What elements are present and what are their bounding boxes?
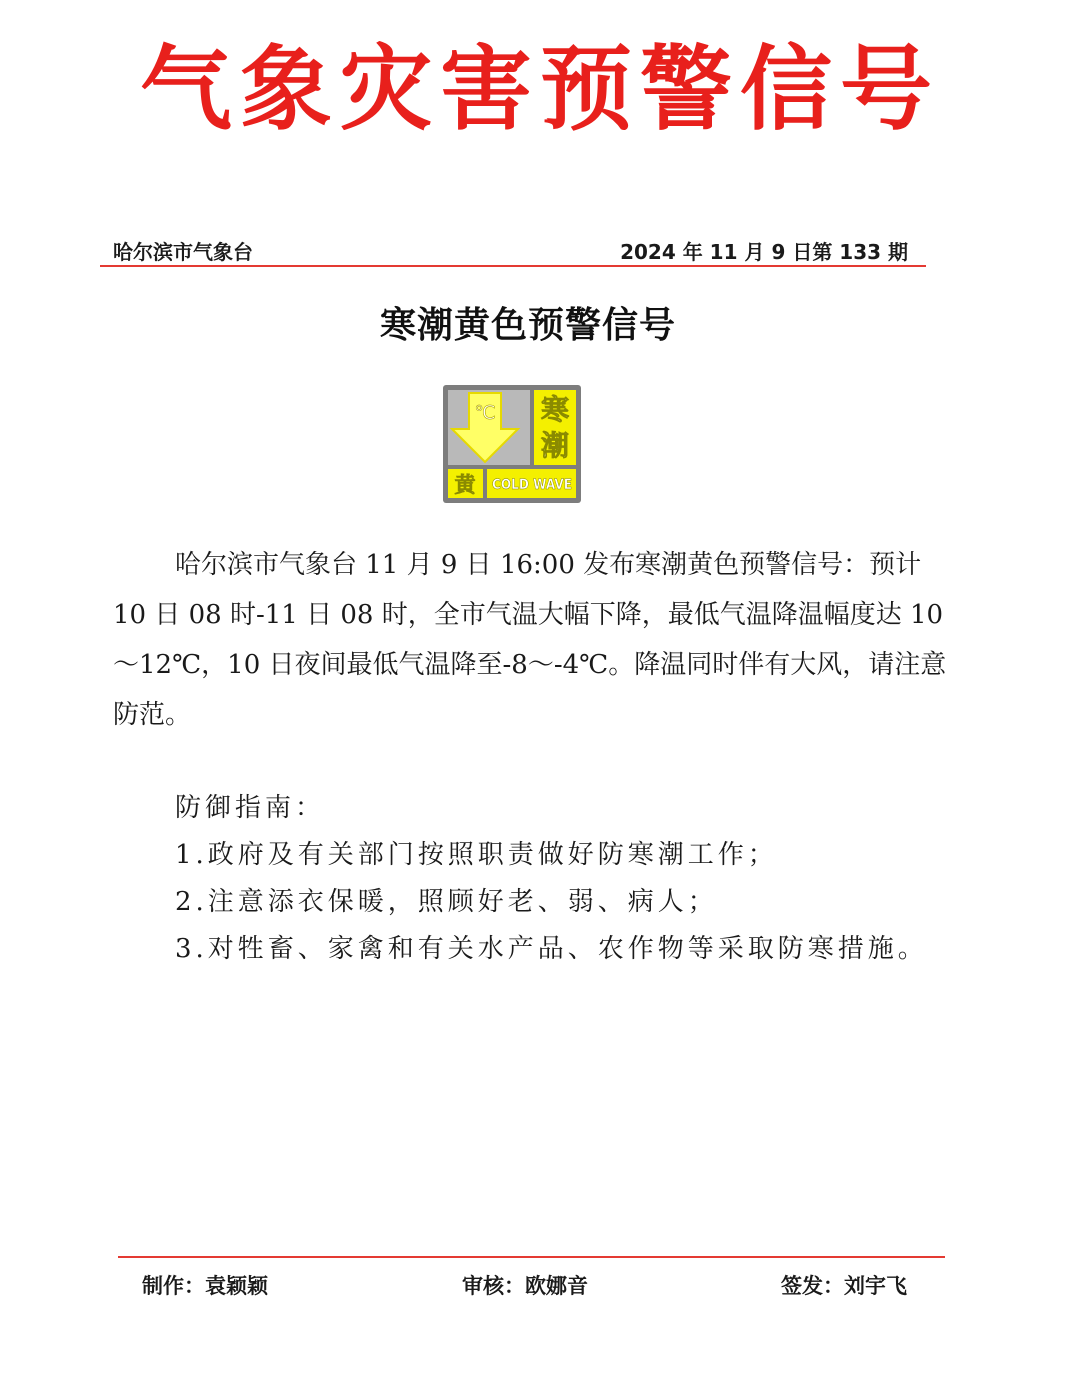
badge-english-label: COLD WAVE — [492, 477, 572, 493]
defense-guide — [175, 785, 975, 973]
badge-level-char: 黄 — [454, 473, 476, 497]
badge-char-bottom: 潮 — [540, 429, 570, 462]
document-title: 寒潮黄色预警信号 — [379, 305, 676, 346]
footer-signer: 签发：刘宇飞 — [781, 1274, 907, 1298]
badge-char-top: 寒 — [540, 393, 570, 426]
guide-item: 1.政府及有关部门按照职责做好防寒潮工作； — [175, 840, 778, 870]
cold-wave-yellow-warning-icon — [443, 385, 581, 503]
footer-maker: 制作：袁颖颖 — [142, 1274, 268, 1298]
guide-item: 2.注意添衣保暖，照顾好老、弱、病人； — [175, 887, 718, 917]
guide-heading: 防御指南： — [175, 793, 326, 823]
footer-divider — [118, 1256, 945, 1258]
header-meta — [113, 236, 908, 266]
header-divider — [100, 265, 926, 267]
masthead-title: 气象灾害预警信号 — [139, 36, 940, 143]
footer-reviewer: 审核：欧娜音 — [462, 1274, 588, 1298]
issue-date-number: 2024 年 11 月 9 日第 133 期 — [620, 240, 908, 264]
degree-symbol: ℃ — [474, 402, 496, 424]
warning-body-paragraph — [113, 540, 949, 740]
issuer-name: 哈尔滨市气象台 — [113, 240, 253, 264]
warning-body-text: 哈尔滨市气象台 11 月 9 日 16:00 发布寒潮黄色预警信号：预计 10 日 08 时-11 日 08 时，全市气温大幅下降，最低气温降温幅度达 10～12℃，10 日夜间最低气温降至-8～-4℃。降温同时伴有大风，请注意防范。 — [113, 550, 947, 730]
guide-item: 3.对牲畜、家禽和有关水产品、农作物等采取防寒措施。 — [175, 934, 928, 964]
